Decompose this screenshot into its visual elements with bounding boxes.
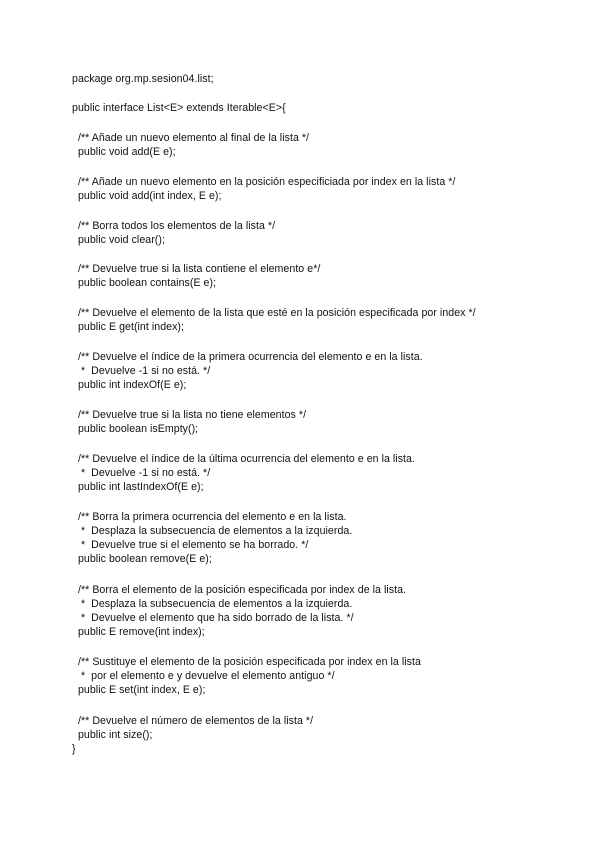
method-signature: public boolean remove(E e); — [72, 553, 212, 565]
doc-comment-continuation: * Devuelve true si el elemento se ha borrado. */ — [72, 539, 309, 551]
doc-comment: /** Añade un nuevo elemento al final de la lista */ — [72, 132, 310, 144]
method-signature: public E set(int index, E e); — [72, 684, 206, 696]
doc-comment: /** Borra todos los elementos de la lista */ — [72, 220, 276, 232]
doc-comment: /** Borra la primera ocurrencia del elemento e en la lista. — [72, 511, 347, 523]
method-signature: public E get(int index); — [72, 321, 185, 333]
doc-comment-continuation: * Desplaza la subsecuencia de elementos a la izquierda. — [72, 525, 353, 537]
doc-comment-continuation: * Devuelve el elemento que ha sido borrado de la lista. */ — [72, 612, 354, 624]
method-signature: public boolean contains(E e); — [72, 277, 217, 289]
doc-comment: /** Devuelve el número de elementos de la lista */ — [72, 715, 314, 727]
doc-comment: /** Devuelve el elemento de la lista que esté en la posición especificada por index */ — [72, 307, 476, 319]
closing-brace: } — [72, 743, 76, 755]
doc-comment-continuation: * por el elemento e y devuelve el elemento antiguo */ — [72, 670, 335, 682]
method-signature: public E remove(int index); — [72, 626, 205, 638]
method-signature: public int lastIndexOf(E e); — [72, 481, 204, 493]
method-signature: public void add(E e); — [72, 146, 176, 158]
package-declaration: package org.mp.sesion04.list; — [72, 73, 214, 85]
doc-comment: /** Sustituye el elemento de la posición especificada por index en la lista — [72, 656, 421, 668]
interface-declaration: public interface List<E> extends Iterable<E>{ — [72, 102, 286, 114]
method-signature: public int indexOf(E e); — [72, 379, 187, 391]
doc-comment: /** Devuelve el índice de la primera ocurrencia del elemento e en la lista. — [72, 351, 423, 363]
doc-comment-continuation: * Devuelve -1 si no está. */ — [72, 365, 211, 377]
doc-comment: /** Añade un nuevo elemento en la posición especificiada por index en la lista */ — [72, 176, 456, 188]
doc-comment: /** Devuelve true si la lista contiene el elemento e*/ — [72, 263, 321, 275]
method-signature: public void clear(); — [72, 234, 165, 246]
doc-comment: /** Devuelve el índice de la última ocurrencia del elemento e en la lista. — [72, 453, 415, 465]
doc-comment: /** Devuelve true si la lista no tiene elementos */ — [72, 409, 307, 421]
method-signature: public int size(); — [72, 729, 153, 741]
method-signature: public void add(int index, E e); — [72, 190, 222, 202]
method-signature: public boolean isEmpty(); — [72, 423, 199, 435]
doc-comment-continuation: * Devuelve -1 si no está. */ — [72, 467, 211, 479]
doc-comment-continuation: * Desplaza la subsecuencia de elementos a la izquierda. — [72, 598, 353, 610]
doc-comment: /** Borra el elemento de la posición especificada por index de la lista. — [72, 584, 407, 596]
